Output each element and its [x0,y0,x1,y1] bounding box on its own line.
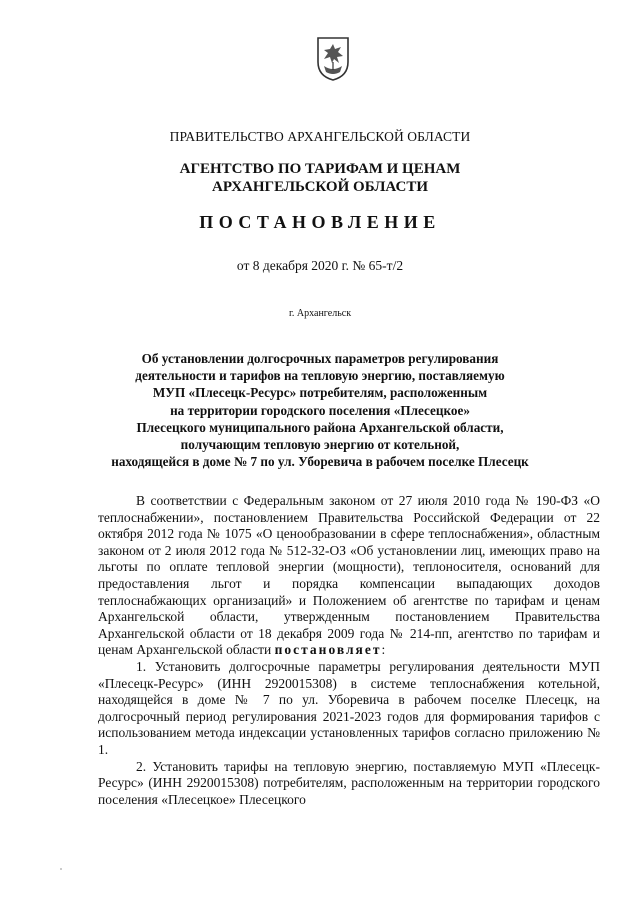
government-name: ПРАВИТЕЛЬСТВО АРХАНГЕЛЬСКОЙ ОБЛАСТИ [169,129,471,144]
document-subject [0,350,640,470]
subject-line: деятельности и тарифов на тепловую энергию, поставляемую [135,368,505,384]
preamble-text: В соответствии с Федеральным законом от 27 июля 2010 года № 190-ФЗ «О теплоснабжении», постановлением Правительства Российской Федерации от 22 октября 2012 года № 1075 «О ценообразовании в сфере теплоснабжения», областным законом от 2 июля 2012 года № 512-32-ОЗ «Об установлении лиц, имеющих право на льготы по оплате тепловой энергии (мощности), теплоносителя, оснований для предоставления льгот и порядка компенсации выпадающих доходов теплоснабжающих организаций» и Положением об агентстве по тарифам и ценам Архангельской области, утвержденным постановлением Правительства Архангельской области от 18 декабря 2009 года № 214-пп, агентство по тарифам и ценам Архангельской области [98,493,600,658]
item-1-paragraph: 1. Установить долгосрочные параметры регулирования деятельности МУП «Плесецк-Ресурс» (ИНН 2920015308) в системе теплоснабжения котельной, находящейся в доме № 7 по ул. Уборевича в рабочем поселке Плесецк, на долгосрочный период регулирования 2021-2023 годов для формирования тарифов с использованием метода индексации установленных тарифов согласно приложению № 1. [98,658,600,757]
item-2-paragraph: 2. Установить тарифы на тепловую энергию, поставляемую МУП «Плесецк-Ресурс» (ИНН 2920015308) потребителям, расположенным на территории городского поселения «Плесецкое» Плесецкого [98,758,600,807]
city-name: г. Архангельск [288,308,352,319]
document-body [98,493,600,808]
resolves-colon: : [381,642,386,658]
agency-name [0,160,640,196]
document-type-title: ПОСТАНОВЛЕНИЕ [199,212,441,232]
coat-of-arms-emblem [316,36,350,82]
subject-line: МУП «Плесецк-Ресурс» потребителям, расположенным [152,385,488,401]
subject-line: на территории городского поселения «Плесецкое» [170,402,470,418]
agency-name-line-2: АРХАНГЕЛЬСКОЙ ОБЛАСТИ [212,179,428,195]
subject-line: Об установлении долгосрочных параметров регулирования [141,351,499,366]
resolves-word: постановляет [274,642,382,658]
preamble-paragraph [98,493,600,659]
date-and-number: от 8 декабря 2020 г. № 65-т/2 [236,258,404,273]
subject-line: Плесецкого муниципального района Архангельской области, [136,419,504,435]
subject-line: получающим тепловую энергию от котельной, [180,437,460,453]
agency-name-line-1: АГЕНТСТВО ПО ТАРИФАМ И ЦЕНАМ [179,161,461,177]
scan-speck [60,868,62,870]
subject-line: находящейся в доме № 7 по ул. Уборевича в рабочем поселке Плесецк [111,454,529,470]
